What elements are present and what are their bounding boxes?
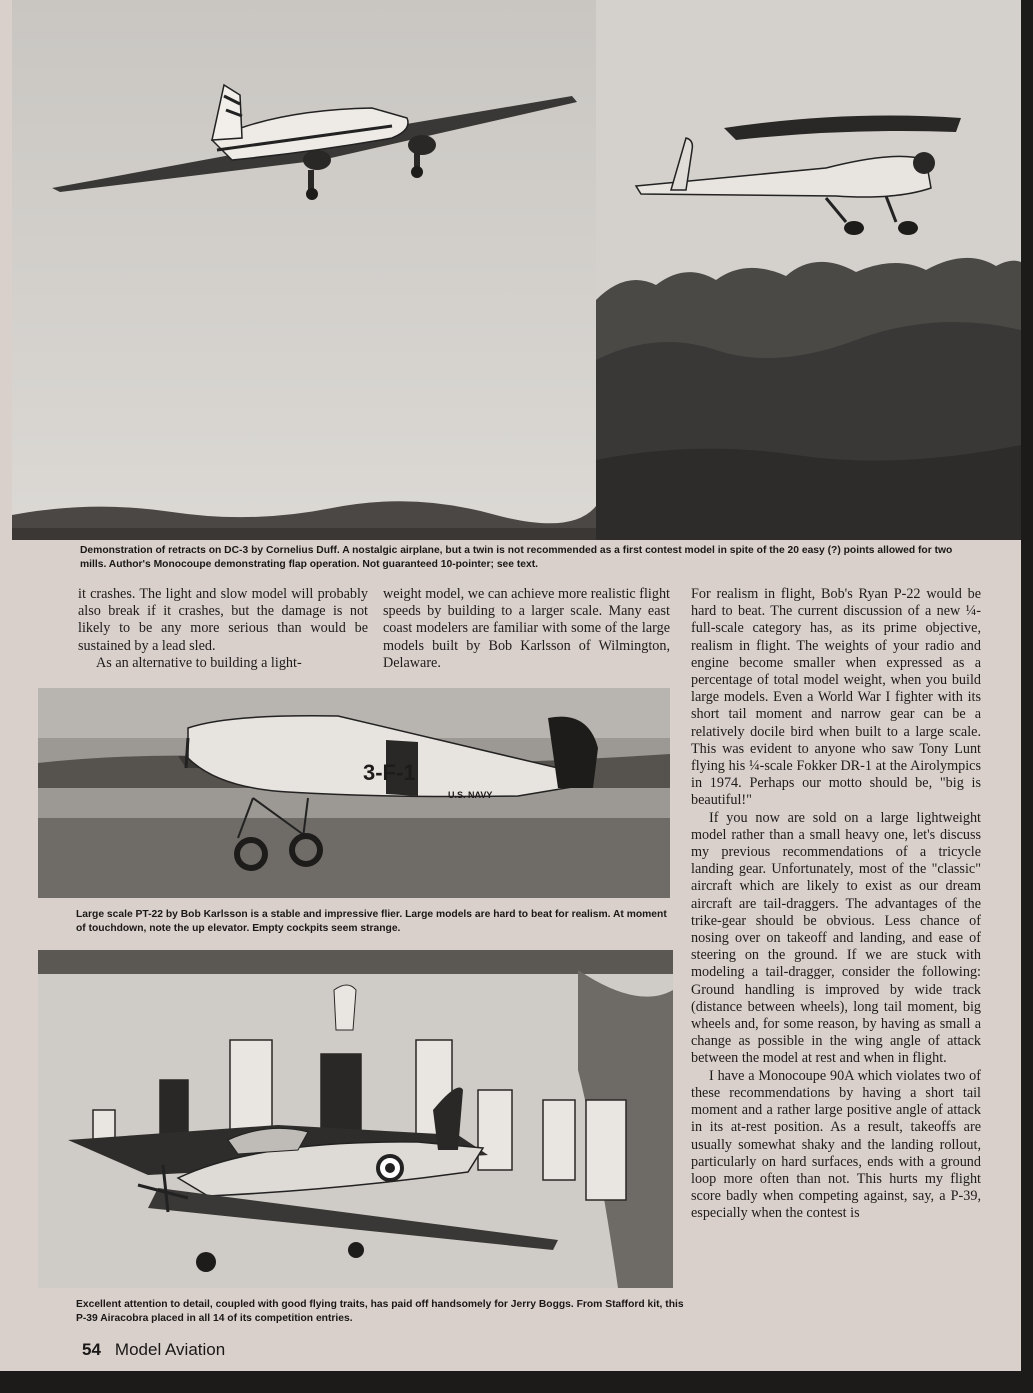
- caption-p39: Excellent attention to detail, coupled with good flying traits, has paid off handsomely for Jerry Boggs. From Stafford kit, this P-39 Airacobra placed in all 14 of its competition entries.: [76, 1299, 684, 1324]
- caption-top: Demonstration of retracts on DC-3 by Cornelius Duff. A nostalgic airplane, but a twin is not recommended as a first contest model in spite of the 20 easy (?) points allowed for two mills. Author's Monocoupe demonstrating flap operation. Not guaranteed 10-pointer; see text.: [80, 545, 953, 570]
- scan-edge-right: [1021, 0, 1033, 1393]
- pt22-fuselage-code: 3-F-1: [363, 760, 416, 785]
- col3-paragraph-1: For realism in flight, Bob's Ryan P-22 would be hard to beat. The current discussion of a new ¼-full-scale category has, as its prime objective, realism in flight. The weights of your radio and engine become smaller when expressed as a percentage of total model weight, when you build large models. Even a World War I fighter with its short tail moment and narrow gear can be a relatively docile bird when built to a large scale. This was evident to anyone who saw Tony Lunt flying his ¼-scale Fokker DR-1 at the Airolympics in 1974. Perhaps our motto should be, "big is beautiful!": [691, 586, 981, 809]
- photo-monocoupe: [596, 0, 1021, 540]
- text-column-1: [78, 586, 368, 672]
- text-column-2: [383, 586, 670, 672]
- magazine-name: Model Aviation: [114, 1340, 226, 1359]
- text-column-3: [691, 586, 981, 1223]
- col3-paragraph-2: If you now are sold on a large lightweight model rather than a small heavy one, let's discuss my previous recommendations of a tricycle landing gear. Unfortunately, most of the "classic" aircraft which are likely to exist as our dream aircraft are tail-draggers. The advantages of the trike-gear should be obvious. Less chance of nosing over on takeoff and landing, and ease of steering on the ground. If we are stuck with modeling a tail-dragger, consider the following: Ground handling is improved by wide track (distance between wheels), long tail moment, big wheels and, for some reason, by having as small a change as possible in the wing angle of attack between the model at rest and when in flight.: [691, 809, 981, 1067]
- photo-p39-trophies: [38, 950, 673, 1288]
- photo-pt22: [38, 688, 670, 898]
- col1-paragraph-1: it crashes. The light and slow model will probably also break if it crashes, but the damage is not likely to be any more serious than would be sustained by a lead sled.: [78, 586, 368, 654]
- scan-edge-bottom: [0, 1371, 1033, 1393]
- page-footer: [82, 1340, 225, 1360]
- col1-paragraph-2: As an alternative to building a light-: [96, 654, 302, 671]
- photo-dc3: [12, 0, 596, 540]
- col2-paragraph-1: weight model, we can achieve more realistic flight speeds by building to a larger scale. Many east coast modelers are familiar with some of the large models built by Bob Karlsson of Wilmington, Delaware.: [383, 586, 670, 671]
- col3-paragraph-3: I have a Monocoupe 90A which violates two of these recommendations by having a short tail moment and a rather large positive angle of attack in its at-rest position. As a result, takeoffs are usually somewhat shaky and the landing rollout, particularly on hard surfaces, ends with a ground loop more often than not. This hurts my flight score badly when competing against, say, a P-39, especially when the contest is: [691, 1067, 981, 1222]
- page-number: 54: [82, 1340, 101, 1359]
- caption-pt22: Large scale PT-22 by Bob Karlsson is a stable and impressive flier. Large models are hard to beat for realism. At moment of touchdown, note the up elevator. Empty cockpits seem strange.: [76, 909, 667, 934]
- pt22-navy-label: U.S. NAVY: [448, 790, 493, 800]
